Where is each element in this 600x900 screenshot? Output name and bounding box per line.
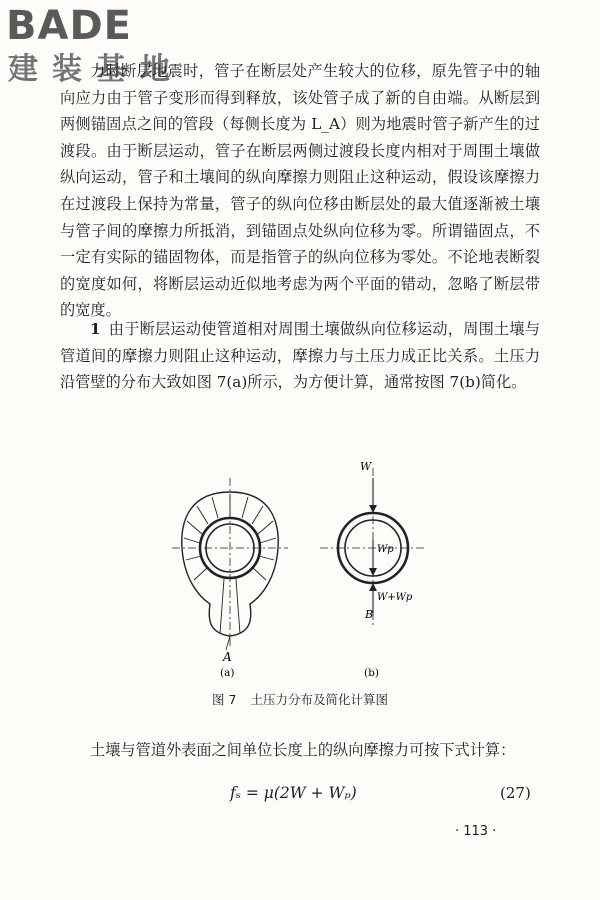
paragraph-fault-motion: 力时断层地震时，管子在断层处产生较大的位移，原先管子中的轴向应力由于管子变形而得到释放，该处管子成了新的自由端。从断层到两侧锚固点之间的管段（每侧长度为 L_A）则为地震时管子新产生的过渡段。由于断层运动，管子在断层两侧过渡段长度内相对于周围土壤做纵向运动，管子和土壤间的纵向摩擦力则阻止这种运动，假设该摩擦力在过渡段上保持为常量，管子的纵向位移由断层处的最大值逐渐被土壤与管子间的摩擦力所抵消，到锚固点处纵向位移为零。所谓锚固点，不一定有实际的锚固物体，而是指管子的纵向位移为零处。不论地表断裂的宽度如何，将断层运动近似地考虑为两个平面的错动，忽略了断层带的宽度。 — [60, 62, 540, 320]
figure-7-drawing — [170, 448, 430, 678]
point-b-label: B — [365, 608, 374, 621]
page-number: · 113 · — [455, 824, 497, 839]
figure-b-label: (b) — [364, 667, 379, 678]
logo-wordmark: BADE — [6, 3, 132, 49]
item-number: 1 — [90, 320, 101, 338]
load-w-wp-label: W+Wp — [377, 592, 413, 603]
item-text: 由于断层运动使管道相对周围土壤做纵向位移运动，周围土壤与管道间的摩擦力则阻止这种运动，摩擦力与土压力成正比关系。土压力沿管壁的分布大致如图 7(a)所示，为方便计算，通常按图 7(b)简化。 — [60, 320, 540, 392]
figure-7 — [170, 448, 430, 678]
point-a-label: A — [223, 650, 232, 664]
load-w-label: W — [360, 460, 372, 473]
figure-a-label: (a) — [220, 667, 235, 678]
figure-caption — [0, 690, 600, 708]
formula-27: fₛ = μ(2W + Wₚ) — [230, 784, 357, 802]
equation-number: (27) — [500, 784, 531, 802]
load-wp-label: Wp — [377, 544, 394, 555]
figure-a-pressure-distribution — [172, 478, 288, 650]
paragraph-item-1 — [60, 316, 540, 396]
caption-text: 土压力分布及简化计算图 — [250, 692, 388, 707]
caption-number: 图 7 — [212, 692, 237, 707]
paragraph-friction-formula-intro: 土壤与管道外表面之间单位长度上的纵向摩擦力可按下式计算： — [90, 741, 516, 759]
logo-chinese: 建装基地 — [8, 52, 184, 87]
